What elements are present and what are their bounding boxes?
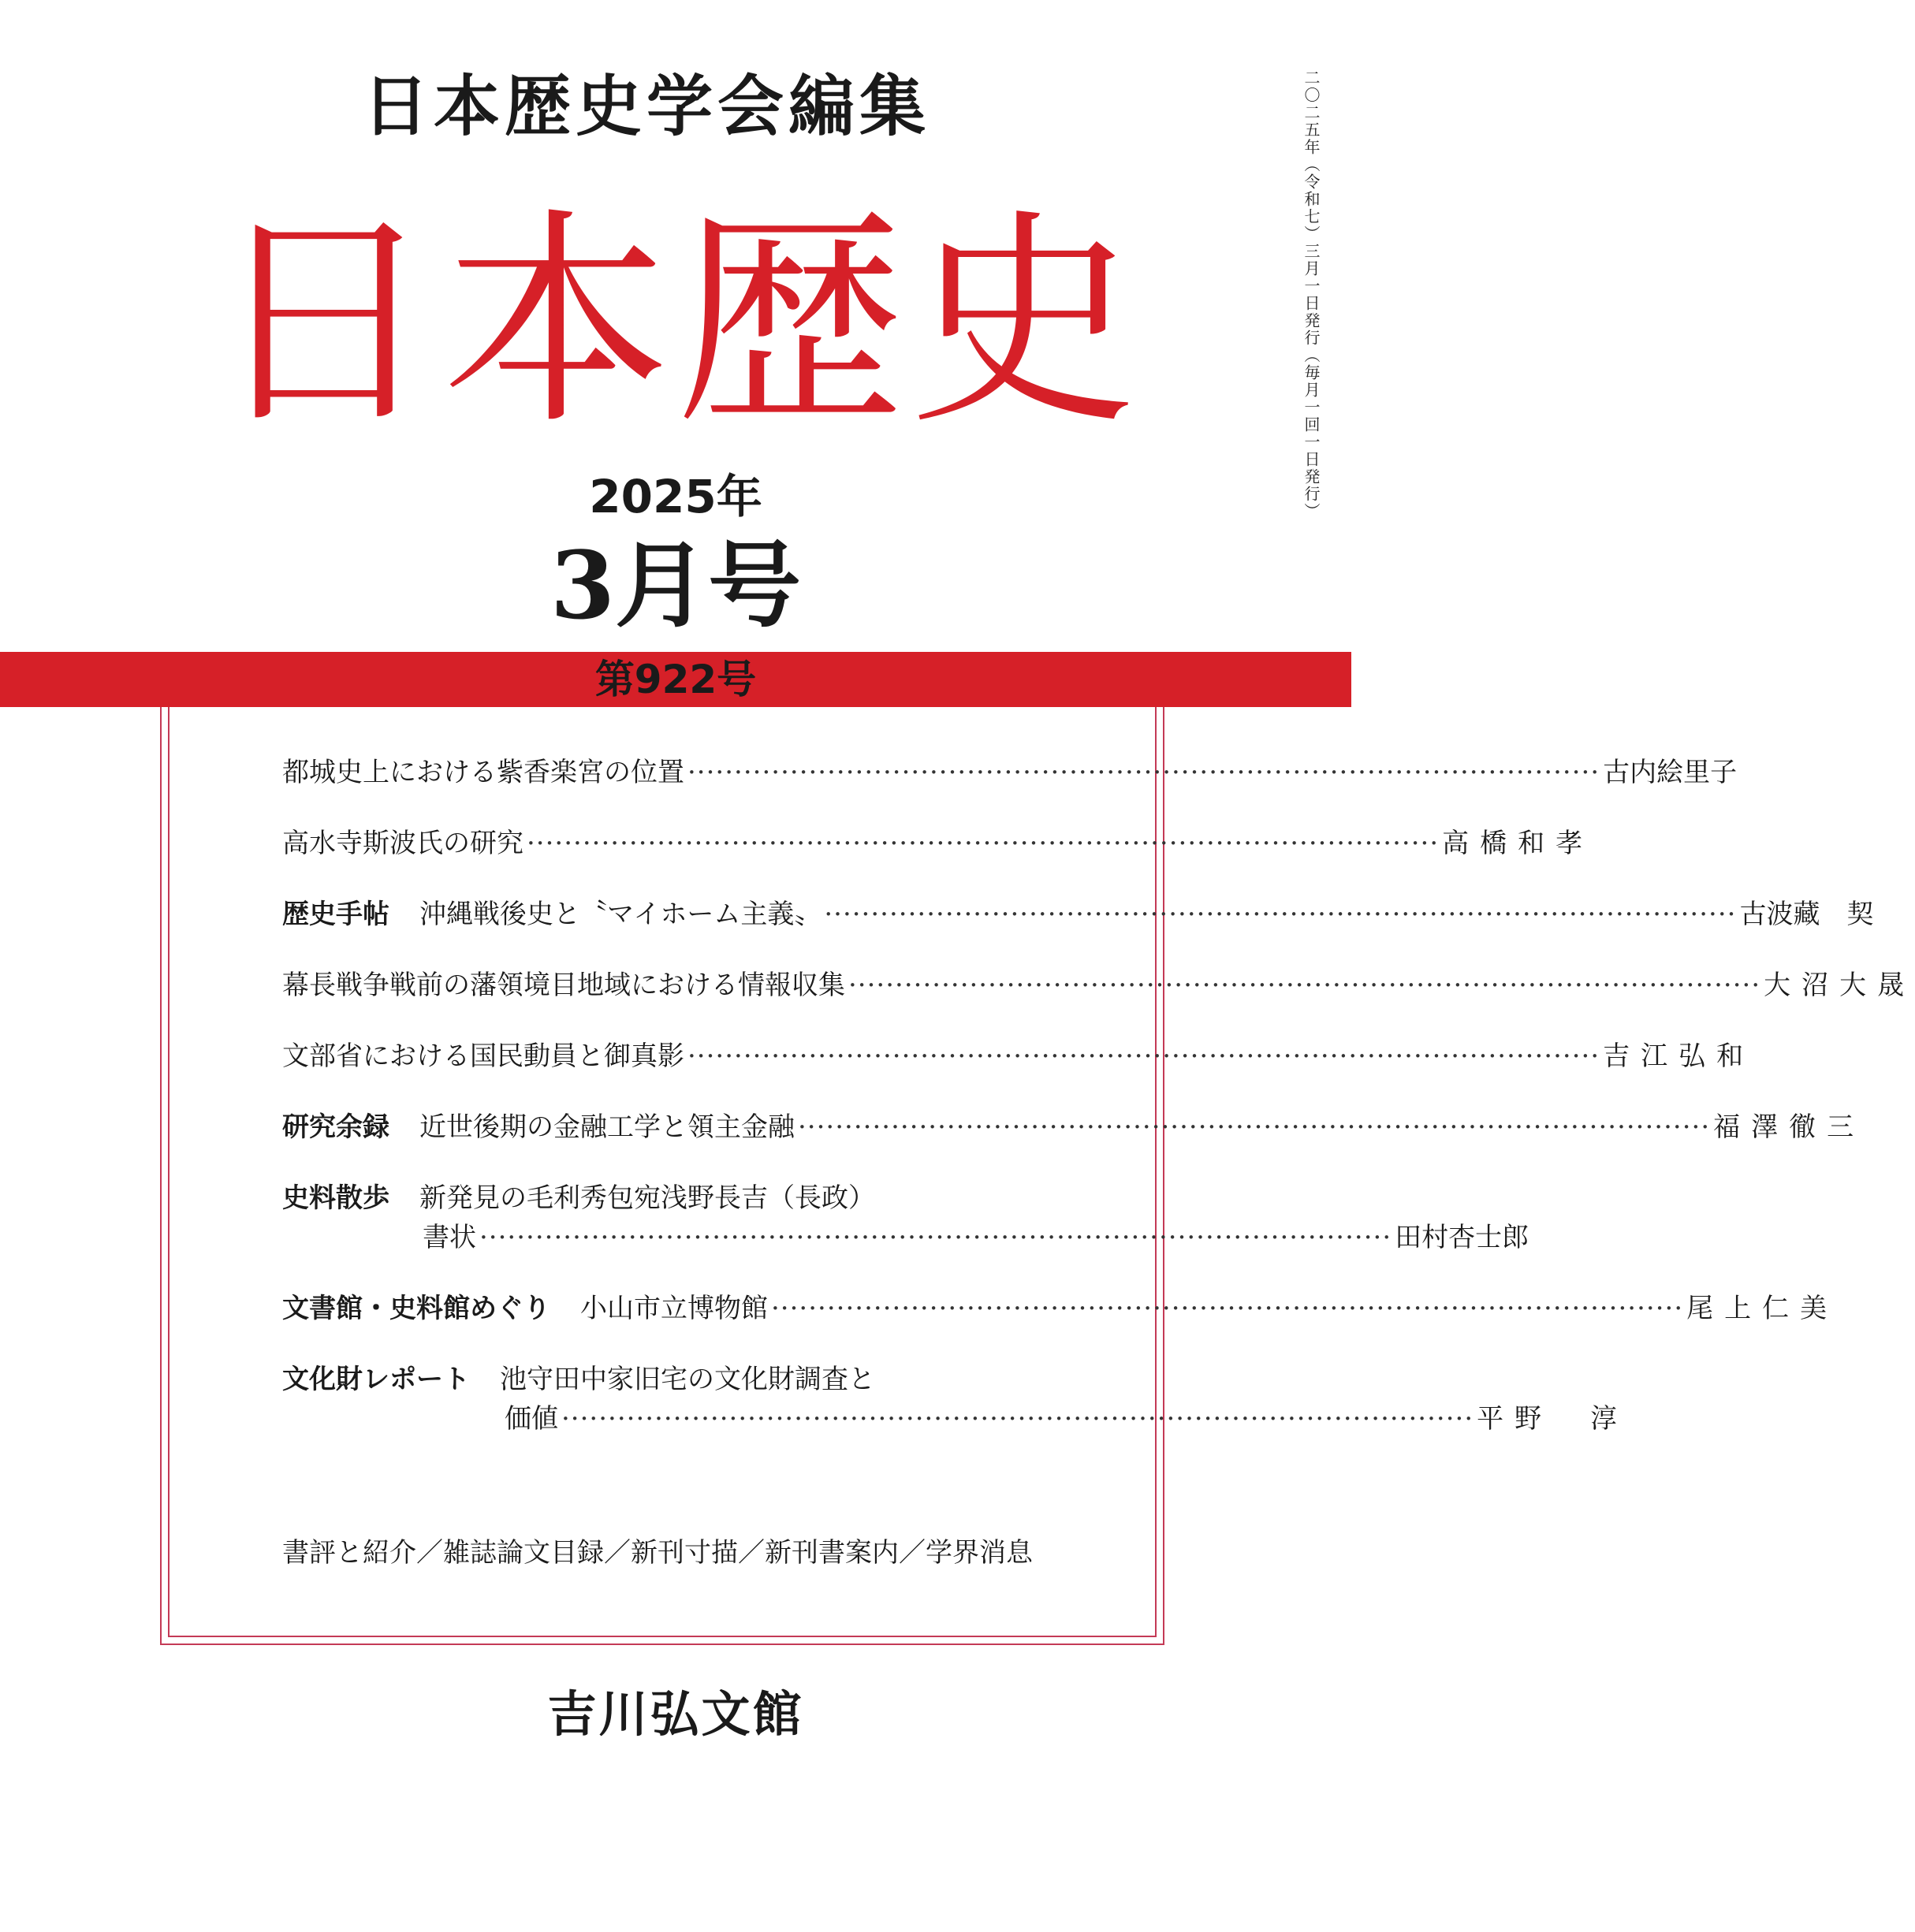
toc-entry-author: 大沼大晟: [1764, 970, 1915, 1001]
toc-entry[interactable]: [282, 1360, 1629, 1439]
toc-entry-author: 古波藏 契: [1739, 899, 1874, 930]
toc-entry-title: 文部省における国民動員と御真影: [282, 1040, 684, 1072]
toc-entry-title: 池守田中家旧宅の文化財調査と: [500, 1364, 875, 1395]
toc-entry-title-continued: 書状: [423, 1222, 476, 1253]
toc-entry-category: 歴史手帖: [282, 899, 389, 930]
publisher-name: 吉川弘文館: [547, 1685, 804, 1743]
toc-footer-sections: 書評と紹介／雑誌論文目録／新刊寸描／新刊書案内／学界消息: [282, 1537, 1033, 1569]
toc-entry-title: 幕長戦争戦前の藩領境目地域における情報収集: [282, 970, 845, 1001]
leader-dots: ··································································································: [527, 828, 1440, 859]
toc-entry-title: 都城史上における紫香楽宮の位置: [282, 757, 684, 788]
toc-entry-category: 文化財レポート: [282, 1364, 470, 1395]
toc-entry-title: 小山市立博物館: [580, 1293, 768, 1324]
toc-entry-author: 福澤徹三: [1713, 1111, 1865, 1143]
issue-month: 3月号: [550, 530, 802, 640]
toc-entry[interactable]: [282, 895, 1874, 934]
leader-dots: ··································································································: [687, 757, 1600, 788]
toc-entry[interactable]: [282, 966, 1915, 1005]
toc-entry[interactable]: [282, 824, 1594, 863]
toc-entry-category: 史料散歩: [282, 1182, 389, 1214]
issue-year: 2025年: [589, 470, 762, 523]
toc-entry-author: 尾上仁美: [1686, 1293, 1839, 1324]
toc-entry-title: 高水寺斯波氏の研究: [282, 828, 523, 859]
toc-entry-category: 文書館・史料館めぐり: [282, 1293, 550, 1324]
editor-credit: 日本歴史学会編集: [362, 67, 930, 145]
toc-entry-author: 古内絵里子: [1603, 757, 1738, 788]
toc-entry[interactable]: [282, 1178, 1529, 1257]
publication-date-note: 二〇二五年（令和七）三月一日発行（毎月一回一日発行）: [1302, 69, 1321, 520]
magazine-title: 日本歴史: [209, 190, 1142, 456]
leader-dots: ··································································································: [687, 1040, 1600, 1072]
leader-dots: ··································································································: [479, 1222, 1392, 1253]
toc-entry-title: 沖縄戦後史と〝マイホーム主義〟: [419, 899, 822, 930]
toc-entry[interactable]: [282, 753, 1738, 792]
leader-dots: ··································································································: [561, 1403, 1474, 1435]
toc-entry[interactable]: [282, 1037, 1755, 1076]
toc-entry-title: 近世後期の金融工学と領主金融: [419, 1111, 795, 1143]
toc-entry-author: 平野 淳: [1477, 1403, 1629, 1435]
leader-dots: ··································································································: [824, 899, 1737, 930]
toc-entry[interactable]: [282, 1107, 1865, 1147]
leader-dots: ··································································································: [771, 1293, 1684, 1324]
toc-entry-author: 田村杏士郎: [1395, 1222, 1529, 1253]
leader-dots: ··································································································: [798, 1111, 1711, 1143]
toc-entry-author: 高橋和孝: [1442, 828, 1594, 859]
toc-entry[interactable]: [282, 1289, 1839, 1328]
issue-number: 第922号: [594, 657, 757, 702]
toc-entry-author: 吉江弘和: [1603, 1040, 1755, 1072]
leader-dots: ··································································································: [848, 970, 1761, 1001]
toc-entry-category: 研究余録: [282, 1111, 389, 1143]
toc-entry-title-continued: 価値: [505, 1403, 558, 1435]
toc-entry-title: 新発見の毛利秀包宛浅野長吉（長政）: [419, 1182, 875, 1214]
